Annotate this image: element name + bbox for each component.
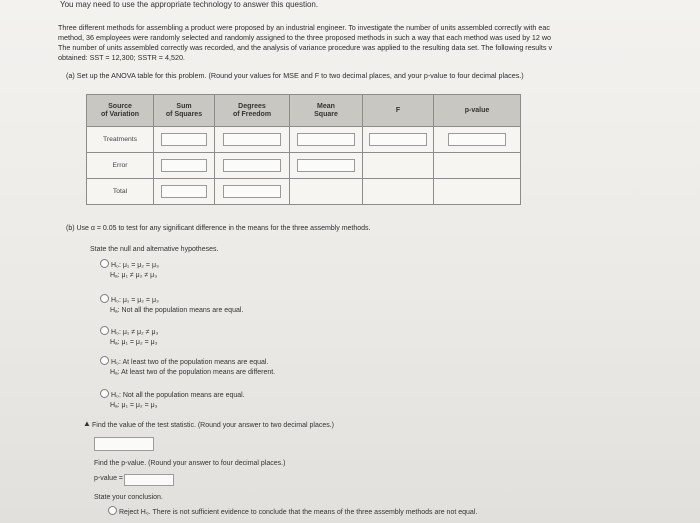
- header-p-value: p-value: [434, 95, 521, 127]
- hypothesis-option-5[interactable]: H₀: Not all the population means are equal. Hₐ: μ₁ = μ₂ = μ₃: [100, 389, 245, 411]
- p-value-table-input[interactable]: [448, 133, 506, 146]
- radio-button[interactable]: [100, 356, 109, 365]
- part-b-prompt: (b) Use α = 0.05 to test for any significant difference in the means for the three assembly methods.: [66, 225, 371, 232]
- test-statistic-prompt: Find the value of the test statistic. (Round your answer to two decimal places.): [92, 422, 335, 429]
- table-row: [87, 153, 521, 179]
- df-total-input[interactable]: [223, 185, 281, 198]
- sstr-input[interactable]: [161, 133, 207, 146]
- row-label-error: Error: [87, 153, 154, 179]
- header-mean-square: Mean Square: [290, 95, 363, 127]
- hypothesis-option-1[interactable]: H₀: μ₁ = μ₂ = μ₃ Hₐ: μ₁ ≠ μ₂ ≠ μ₃: [100, 259, 159, 281]
- table-row: [87, 127, 521, 153]
- problem-statement: [58, 23, 700, 63]
- p-value-prompt: Find the p-value. (Round your answer to four decimal places.): [94, 460, 286, 467]
- instruction-text: You may need to use the appropriate technology to answer this question.: [60, 0, 319, 9]
- test-statistic-input[interactable]: [94, 437, 154, 451]
- problem-line: Three different methods for assembling a product were proposed by an industrial engineer. To investigate the number of units assembled correctly with eac: [58, 23, 550, 32]
- radio-button[interactable]: [100, 326, 109, 335]
- problem-line: method, 36 employees were randomly selected and randomly assigned to the three proposed methods in such a way that each method was used by 12 wo: [58, 33, 552, 42]
- anova-table: [86, 94, 521, 205]
- header-f: F: [363, 95, 434, 127]
- problem-line: The number of units assembled correctly was recorded, and the analysis of variance procedure was applied to the resulting data set. The following results v: [58, 43, 553, 52]
- mstr-input[interactable]: [297, 133, 355, 146]
- row-label-treatments: Treatments: [87, 127, 154, 153]
- cursor-arrow-icon: ▲: [83, 419, 91, 428]
- df-treatments-input[interactable]: [223, 133, 281, 146]
- hypothesis-option-4[interactable]: H₀: At least two of the population means are equal. Hₐ: At least two of the population means are different.: [100, 356, 275, 378]
- hypotheses-prompt: State the null and alternative hypotheses.: [90, 246, 219, 253]
- radio-button[interactable]: [100, 294, 109, 303]
- df-error-input[interactable]: [223, 159, 281, 172]
- f-input[interactable]: [369, 133, 427, 146]
- problem-line: obtained: SST = 12,300; SSTR = 4,520.: [58, 53, 185, 62]
- radio-button[interactable]: [100, 259, 109, 268]
- p-value-input[interactable]: [124, 474, 174, 486]
- sst-input[interactable]: [161, 185, 207, 198]
- radio-button[interactable]: [108, 506, 117, 515]
- radio-button[interactable]: [100, 389, 109, 398]
- hypothesis-option-2[interactable]: H₀: μ₁ = μ₂ = μ₃ Hₐ: Not all the population means are equal.: [100, 294, 243, 316]
- row-label-total: Total: [87, 179, 154, 205]
- header-sum-of-squares: Sum of Squares: [154, 95, 215, 127]
- table-row: [87, 179, 521, 205]
- sse-input[interactable]: [161, 159, 207, 172]
- mse-input[interactable]: [297, 159, 355, 172]
- conclusion-option[interactable]: Reject H₀. There is not sufficient evidence to conclude that the means of the three assembly methods are not equal.: [108, 506, 477, 516]
- p-value-label: p-value =: [94, 475, 123, 482]
- hypothesis-option-3[interactable]: H₀: μ₁ ≠ μ₂ ≠ μ₃ Hₐ: μ₁ = μ₂ = μ₃: [100, 326, 158, 348]
- conclusion-prompt: State your conclusion.: [94, 494, 163, 501]
- part-a-prompt: (a) Set up the ANOVA table for this problem. (Round your values for MSE and F to two decimal places, and your p-value to four decimal places.): [66, 71, 524, 80]
- header-degrees-of-freedom: Degrees of Freedom: [215, 95, 290, 127]
- header-source: Source of Variation: [87, 95, 154, 127]
